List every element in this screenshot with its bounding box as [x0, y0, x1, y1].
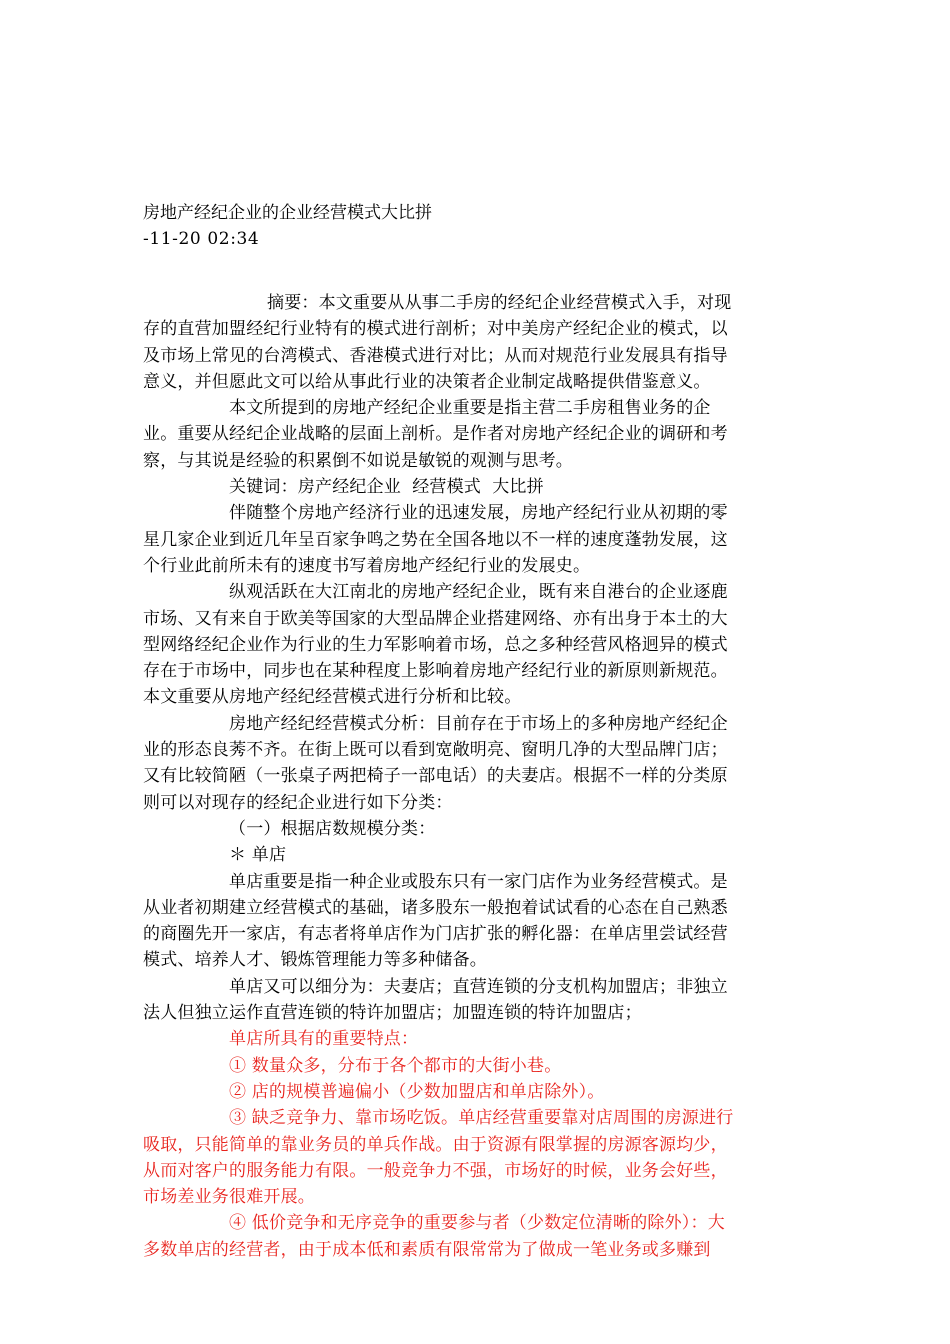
text-line: 单店重要是指一种企业或股东只有一家门店作为业务经营模式。是: [229, 871, 728, 892]
text-line: ＊ 单店: [229, 845, 287, 866]
text-line: 的商圈先开一家店，有志者将单店作为门店扩张的孵化器：在单店里尝试经营: [143, 924, 728, 945]
text-line: 星几家企业到近几年呈百家争鸣之势在全国各地以不一样的速度蓬勃发展，这: [143, 529, 728, 550]
text-line: 存的直营加盟经纪行业特有的模式进行剖析；对中美房产经纪企业的模式，以: [143, 319, 728, 340]
text-line: 模式、培养人才、锻炼管理能力等多种储备。: [143, 950, 487, 971]
document-title: 房地产经纪企业的企业经营模式大比拼: [143, 203, 432, 223]
text-line: 个行业此前所未有的速度书写着房地产经纪行业的发展史。: [143, 555, 591, 576]
feature-item: ① 数量众多，分布于各个都市的大街小巷。: [229, 1055, 562, 1076]
text-line: 房地产经纪经营模式分析：目前存在于市场上的多种房地产经纪企: [229, 713, 728, 734]
text-line: 察，与其说是经验的积累倒不如说是敏锐的观测与思考。: [143, 450, 573, 471]
document-body: [143, 290, 798, 1263]
bullet-single-store: [143, 842, 798, 868]
features-block: [143, 1026, 798, 1263]
text-line: 摘要：本文重要从从事二手房的经纪企业经营模式入手，对现: [267, 293, 732, 313]
text-line: （一）根据店数规模分类：: [229, 818, 436, 839]
text-line: 纵观活跃在大江南北的房地产经纪企业，既有来自港台的企业逐鹿: [229, 582, 728, 603]
feature-item: ④ 低价竞争和无序竞争的重要参与者（少数定位清晰的除外）：大: [229, 1213, 725, 1234]
section-heading: [143, 816, 798, 842]
paragraph-single-definition: [143, 869, 798, 974]
text-line: 本文所提到的房地产经纪企业重要是指主营二手房租售业务的企: [229, 398, 711, 419]
text-line: 则可以对现存的经纪企业进行如下分类：: [143, 792, 453, 813]
text-line: 及市场上常见的台湾模式、香港模式进行对比；从而对规范行业发展具有指导: [143, 345, 728, 366]
text-line: 型网络经纪企业作为行业的生力军影响着市场，总之多种经营风格迥异的模式: [143, 634, 728, 655]
paragraph-development: [143, 500, 798, 579]
text-line: 吸取，只能简单的靠业务员的单兵作战。由于资源有限掌握的房源客源均少，: [143, 1134, 728, 1155]
feature-item: ② 店的规模普遍偏小（少数加盟店和单店除外）。: [229, 1081, 605, 1102]
text-line: 从而对客户的服务能力有限。一般竞争力不强，市场好的时候，业务会好些，: [143, 1160, 728, 1181]
text-line: 关键词：房产经纪企业 经营模式 大比拼: [229, 477, 544, 498]
document-date: -11-20 02:34: [143, 229, 260, 249]
text-line: 业。重要从经纪企业战略的层面上剖析。是作者对房地产经纪企业的调研和考: [143, 424, 728, 445]
paragraph-overview: [143, 579, 798, 710]
paragraph-keywords: [143, 474, 798, 500]
text-line: 从业者初期建立经营模式的基础，诸多股东一般抱着试试看的心态在自己熟悉: [143, 897, 728, 918]
features-heading: 单店所具有的重要特点：: [229, 1029, 419, 1050]
text-line: 本文重要从房地产经纪经营模式进行分析和比较。: [143, 687, 522, 708]
text-line: 多数单店的经营者，由于成本低和素质有限常常为了做成一笔业务或多赚到: [143, 1239, 711, 1260]
paragraph-single-types: [143, 974, 798, 1027]
paragraph-abstract: [143, 290, 798, 395]
paragraph-scope: [143, 395, 798, 474]
text-line: 单店又可以细分为：夫妻店；直营连锁的分支机构加盟店；非独立: [229, 976, 728, 997]
title-block: [143, 200, 803, 252]
text-line: 存在于市场中，同步也在某种程度上影响着房地产经纪行业的新原则新规范。: [143, 661, 728, 682]
text-line: 法人但独立运作直营连锁的特许加盟店；加盟连锁的特许加盟店；: [143, 1003, 642, 1024]
text-line: 又有比较简陋（一张桌子两把椅子一部电话）的夫妻店。根据不一样的分类原: [143, 766, 728, 787]
text-line: 市场差业务很难开展。: [143, 1187, 315, 1208]
text-line: 业的形态良莠不齐。在街上既可以看到宽敞明亮、窗明几净的大型品牌门店；: [143, 740, 728, 761]
text-line: 伴随整个房地产经济行业的迅速发展，房地产经纪行业从初期的零: [229, 503, 728, 524]
feature-item: ③ 缺乏竞争力、靠市场吃饭。单店经营重要靠对店周围的房源进行: [229, 1108, 734, 1129]
paragraph-analysis: [143, 711, 798, 816]
text-line: 市场、又有来自于欧美等国家的大型品牌企业搭建网络、亦有出身于本土的大: [143, 608, 728, 629]
text-line: 意义，并但愿此文可以给从事此行业的决策者企业制定战略提供借鉴意义。: [143, 371, 711, 392]
